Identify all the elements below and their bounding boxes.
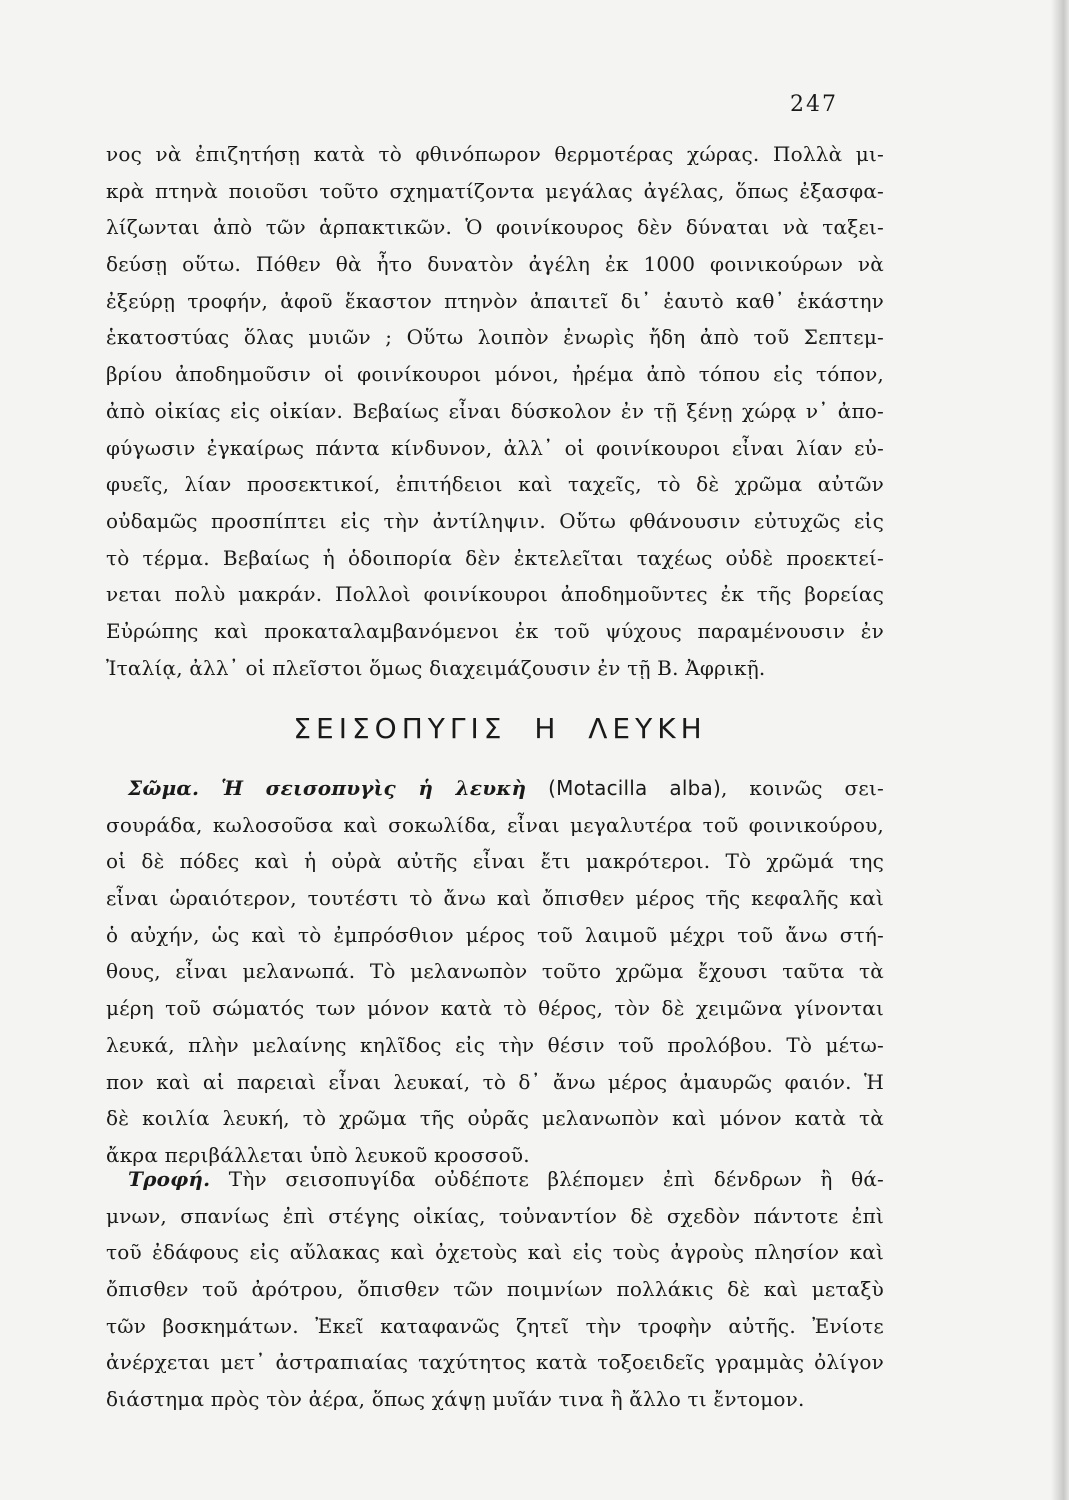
text-line: Εὐρώπης καὶ προκαταλαμβανόμενοι ἐκ τοῦ ψύχους παραμένουσιν ἐν — [106, 618, 884, 643]
text-line: εἶναι ὡραιότερον, τουτέστι τὸ ἄνω καὶ ὄπισθεν μέρος τῆς κεφαλῆς καὶ — [106, 886, 884, 911]
text-line: ὄπισθεν τοῦ ἀρότρου, ὄπισθεν τῶν ποιμνίων πολλάκις δὲ καὶ μεταξὺ — [106, 1277, 884, 1302]
text-line: λίζωνται ἀπὸ τῶν ἁρπακτικῶν. Ὁ φοινίκουρος δὲν δύναται νὰ ταξει- — [106, 215, 884, 240]
text-line: φυεῖς, λίαν προσεκτικοί, ἐπιτήδειοι καὶ ταχεῖς, τὸ δὲ χρῶμα αὐτῶν — [106, 472, 884, 497]
text-line: τὸ τέρμα. Βεβαίως ἡ ὁδοιπορία δὲν ἐκτελεῖται ταχέως οὐδὲ προεκτεί- — [106, 545, 884, 570]
paragraph-body-description — [106, 770, 884, 1174]
text-line: τῶν βοσκημάτων. Ἐκεῖ καταφανῶς ζητεῖ τὴν τροφὴν αὐτῆς. Ἐνίοτε — [106, 1313, 884, 1338]
text-line: ἑκατοστύας ὅλας μυιῶν ; Οὕτω λοιπὸν ἐνωρὶς ἤδη ἀπὸ τοῦ Σεπτεμ- — [106, 325, 884, 350]
text-line: διάστημα πρὸς τὸν ἀέρα, ὅπως χάψῃ μυῖάν τινα ἢ ἄλλο τι ἔντομον. — [106, 1387, 805, 1412]
text-line: ἄκρα περιβάλλεται ὑπὸ λευκοῦ κροσσοῦ. — [106, 1142, 530, 1167]
text-line: μνων, σπανίως ἐπὶ στέγης οἰκίας, τοὐναντίον δὲ σχεδὸν πάντοτε ἐπὶ — [106, 1203, 884, 1228]
text-line: νος νὰ ἐπιζητήσῃ κατὰ τὸ φθινόπωρον θερμοτέρας χώρας. Πολλὰ μι- — [106, 142, 884, 166]
text-line: βρίου ἀποδημοῦσιν οἱ φοινίκουροι μόνοι, ἠρέμα ἀπὸ τόπου εἰς τόπον, — [106, 362, 884, 387]
text-line: φύγωσιν ἐγκαίρως πάντα κίνδυνον, ἀλλ᾽ οἱ φοινίκουροι εἶναι λίαν εὐ- — [106, 435, 884, 460]
page-binding-edge — [1051, 0, 1069, 1500]
paragraph-food — [106, 1161, 884, 1418]
lead-label: Τροφή. — [128, 1167, 211, 1191]
page-number: 247 — [790, 92, 838, 117]
text-line: τοῦ ἐδάφους εἰς αὔλακας καὶ ὀχετοὺς καὶ εἰς τοὺς ἀγροὺς πλησίον καὶ — [106, 1240, 884, 1265]
text-fragment: , κοινῶς σει- — [720, 776, 884, 800]
lead-label: Σῶμα. — [128, 776, 200, 800]
latin-name: (Motacilla alba) — [548, 776, 721, 800]
text-line: θους, εἶναι μελανωπά. Τὸ μελανωπὸν τοῦτο χρῶμα ἔχουσι ταῦτα τὰ — [106, 959, 884, 984]
text-line: μέρη τοῦ σώματός των μόνον κατὰ τὸ θέρος, τὸν δὲ χειμῶνα γίνονται — [106, 996, 884, 1021]
text-line: σουράδα, κωλοσοῦσα καὶ σοκωλίδα, εἶναι μεγαλυτέρα τοῦ φοινικούρου, — [106, 812, 884, 837]
text-line: οὐδαμῶς προσπίπτει εἰς τὴν ἀντίληψιν. Οὕτω φθάνουσιν εὐτυχῶς εἰς — [106, 508, 884, 533]
text-line: ἐξεύρῃ τροφήν, ἀφοῦ ἕκαστον πτηνὸν ἀπαιτεῖ δι᾽ ἑαυτὸ καθ᾽ ἑκάστην — [106, 288, 884, 313]
text-line: ἀπὸ οἰκίας εἰς οἰκίαν. Βεβαίως εἶναι δύσκολον ἐν τῇ ξένῃ χώρᾳ ν᾽ ἀπο- — [106, 398, 884, 423]
text-line-lead — [106, 770, 884, 807]
text-line-lead — [106, 1161, 884, 1198]
section-heading: ΣΕΙΣΟΠΥΓΙΣ Η ΛΕΥΚΗ — [293, 712, 707, 745]
text-fragment: Τὴν σεισοπυγίδα οὐδέποτε βλέπομεν ἐπὶ δένδρων ἢ θά- — [210, 1167, 884, 1191]
text-line: ὁ αὐχήν, ὡς καὶ τὸ ἐμπρόσθιον μέρος τοῦ λαιμοῦ μέχρι τοῦ ἄνω στή- — [106, 922, 884, 947]
paragraph-continuation — [106, 136, 884, 686]
text-line: ἀνέρχεται μετ᾽ ἀστραπιαίας ταχύτητος κατὰ τοξοειδεῖς γραμμὰς ὀλίγον — [106, 1350, 884, 1375]
text-line: λευκά, πλὴν μελαίνης κηλῖδος εἰς τὴν θέσιν τοῦ προλόβου. Τὸ μέτω- — [106, 1032, 884, 1057]
text-line: οἱ δὲ πόδες καὶ ἡ οὐρὰ αὐτῆς εἶναι ἔτι μακρότεροι. Τὸ χρῶμά της — [106, 849, 884, 874]
text-line: Ἰταλίᾳ, ἀλλ᾽ οἱ πλεῖστοι ὅμως διαχειμάζουσιν ἐν τῇ Β. Ἀφρικῇ. — [106, 655, 766, 680]
species-name: Ἡ σεισοπυγὶς ἡ λευκὴ — [221, 776, 527, 800]
text-line: νεται πολὺ μακράν. Πολλοὶ φοινίκουροι ἀποδημοῦντες ἐκ τῆς βορείας — [106, 582, 884, 607]
text-line: κρὰ πτηνὰ ποιοῦσι τοῦτο σχηματίζοντα μεγάλας ἀγέλας, ὅπως ἐξασφα- — [106, 178, 884, 203]
text-line: πον καὶ αἱ παρειαὶ εἶναι λευκαί, τὸ δ᾽ ἄνω μέρος ἀμαυρῶς φαιόν. Ἡ — [106, 1069, 884, 1094]
text-line: δὲ κοιλία λευκή, τὸ χρῶμα τῆς οὐρᾶς μελανωπὸν καὶ μόνον κατὰ τὰ — [106, 1106, 884, 1131]
text-line: δεύσῃ οὕτω. Πόθεν θὰ ἦτο δυνατὸν ἀγέλη ἐκ 1000 φοινικούρων νὰ — [106, 252, 884, 277]
